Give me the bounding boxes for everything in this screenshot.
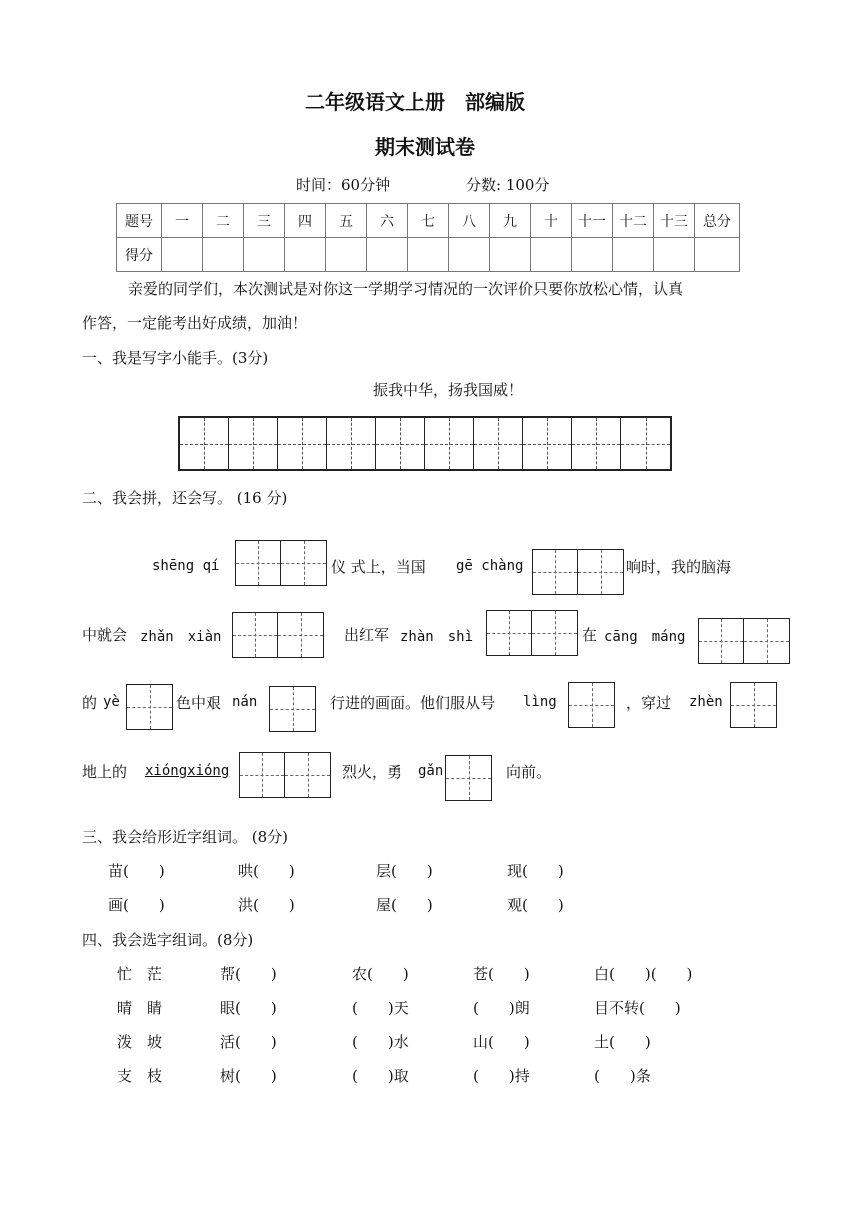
sentence-text: 在: [582, 626, 598, 644]
table-cell: 四: [285, 204, 326, 238]
table-cell: 三: [244, 204, 285, 238]
answer-box[interactable]: [269, 686, 316, 732]
table-cell: 七: [408, 204, 449, 238]
word-item[interactable]: ( )持: [473, 1067, 530, 1085]
sentence-text: 色中艰: [176, 694, 222, 712]
tianzige-cell[interactable]: [278, 418, 327, 469]
answer-box[interactable]: [532, 549, 624, 595]
table-cell: 十二: [613, 204, 654, 238]
score-table: [116, 203, 740, 272]
sentence-text: 地上的: [82, 763, 128, 781]
table-cell: 六: [367, 204, 408, 238]
section-1-heading: 一、我是写字小能手。(3分): [82, 349, 269, 367]
table-row: [117, 238, 740, 272]
word-item[interactable]: 屋( ): [376, 896, 433, 914]
tianzige-cell[interactable]: [523, 418, 572, 469]
table-row: [117, 204, 740, 238]
char-pair: 忙 茫: [117, 965, 163, 983]
score-input-cell[interactable]: [244, 238, 285, 272]
score-input-cell[interactable]: [367, 238, 408, 272]
sentence-text: 的: [82, 694, 98, 712]
answer-box[interactable]: [698, 618, 790, 664]
copy-phrase: 振我中华，扬我国威！: [373, 381, 524, 399]
word-item[interactable]: 洪( ): [238, 896, 295, 914]
answer-box[interactable]: [445, 755, 492, 801]
table-cell: 一: [162, 204, 203, 238]
tianzige-cell[interactable]: [621, 418, 670, 469]
pinyin: yè: [103, 694, 120, 710]
table-cell: 二: [203, 204, 244, 238]
exam-subtitle: 期末测试卷: [375, 135, 475, 159]
score-input-cell[interactable]: [285, 238, 326, 272]
word-item[interactable]: ( )朗: [473, 999, 530, 1017]
char-pair: 晴 睛: [117, 999, 163, 1017]
score-input-cell[interactable]: [408, 238, 449, 272]
answer-box[interactable]: [730, 682, 777, 728]
pinyin: shēng qí: [152, 558, 220, 574]
tianzige-cell[interactable]: [229, 418, 278, 469]
table-cell: 十三: [654, 204, 695, 238]
score-input-cell[interactable]: [654, 238, 695, 272]
sentence-text: ，穿过: [626, 694, 672, 712]
pinyin: zhǎn xiàn: [140, 629, 222, 645]
sentence-text: 行进的画面。他们服从号: [330, 694, 496, 712]
sentence-text: 仪 式上，当国: [331, 558, 426, 576]
score-input-cell[interactable]: [613, 238, 654, 272]
score-input-cell[interactable]: [572, 238, 613, 272]
word-item[interactable]: 现( ): [507, 862, 564, 880]
word-item[interactable]: 苗( ): [108, 862, 165, 880]
word-item[interactable]: 帮( ): [220, 965, 277, 983]
pinyin: gē chàng: [456, 558, 524, 574]
answer-box[interactable]: [486, 610, 578, 656]
intro-line-1: 亲爱的同学们，本次测试是对你这一学期学习情况的一次评价只要你放松心情，认真: [128, 280, 684, 298]
char-pair: 支 枝: [117, 1067, 163, 1085]
word-item[interactable]: 观( ): [507, 896, 564, 914]
word-item[interactable]: 山( ): [473, 1033, 530, 1051]
tianzige-cell[interactable]: [180, 418, 229, 469]
word-item[interactable]: 苍( ): [473, 965, 530, 983]
word-item[interactable]: 土( ): [594, 1033, 651, 1051]
sentence-text: 出红军: [344, 626, 390, 644]
score-input-cell[interactable]: [203, 238, 244, 272]
score-input-cell[interactable]: [449, 238, 490, 272]
word-item[interactable]: ( )天: [352, 999, 409, 1017]
score-input-cell[interactable]: [695, 238, 740, 272]
tianzige-cell[interactable]: [327, 418, 376, 469]
section-3-heading: 三、我会给形近字组词。 (8分): [82, 828, 289, 846]
writing-grid[interactable]: [178, 416, 672, 471]
table-cell: 总分: [695, 204, 740, 238]
answer-box[interactable]: [232, 612, 324, 658]
section-4-heading: 四、我会选字组词。(8分): [82, 931, 254, 949]
sentence-text: 向前。: [506, 763, 552, 781]
word-item[interactable]: 眼( ): [220, 999, 277, 1017]
intro-line-2: 作答，一定能考出好成绩，加油！: [82, 314, 308, 332]
word-item[interactable]: 农( ): [352, 965, 409, 983]
sentence-text: 响时，我的脑海: [626, 558, 732, 576]
tianzige-cell[interactable]: [425, 418, 474, 469]
sentence-text: 中就会: [82, 626, 128, 644]
pinyin: zhàn shì: [400, 629, 474, 645]
section-2-heading: 二、我会拼，还会写。 (16 分): [82, 489, 288, 507]
pinyin: cāng máng: [604, 629, 686, 645]
table-cell: 题号: [117, 204, 162, 238]
table-cell: 得分: [117, 238, 162, 272]
table-cell: 十: [531, 204, 572, 238]
word-item[interactable]: 层( ): [376, 862, 433, 880]
table-cell: 九: [490, 204, 531, 238]
word-item[interactable]: 目不转( ): [594, 999, 681, 1017]
char-pair: 泼 坡: [117, 1033, 163, 1051]
tianzige-cell[interactable]: [474, 418, 523, 469]
word-item[interactable]: 树( ): [220, 1067, 277, 1085]
word-item[interactable]: ( )取: [352, 1067, 409, 1085]
score-input-cell[interactable]: [326, 238, 367, 272]
pinyin: gǎn: [418, 763, 444, 779]
answer-box[interactable]: [126, 684, 173, 730]
answer-box[interactable]: [235, 540, 327, 586]
word-item[interactable]: 画( ): [108, 896, 165, 914]
table-cell: 十一: [572, 204, 613, 238]
pinyin: xióngxióng: [145, 763, 230, 779]
word-item[interactable]: ( )水: [352, 1033, 409, 1051]
score-input-cell[interactable]: [490, 238, 531, 272]
table-cell: 八: [449, 204, 490, 238]
time-label: 时间：60分钟: [296, 176, 391, 194]
score-input-cell[interactable]: [162, 238, 203, 272]
exam-title: 二年级语文上册 部编版: [305, 90, 525, 114]
answer-box[interactable]: [568, 682, 615, 728]
tianzige-cell[interactable]: [376, 418, 425, 469]
pinyin: lìng: [523, 694, 557, 710]
score-label: 分数: 100分: [466, 176, 550, 194]
pinyin: nán: [232, 694, 258, 710]
tianzige-cell[interactable]: [572, 418, 621, 469]
word-item[interactable]: ( )条: [594, 1067, 651, 1085]
answer-box[interactable]: [239, 752, 331, 798]
table-cell: 五: [326, 204, 367, 238]
word-item[interactable]: 哄( ): [238, 862, 295, 880]
sentence-text: 烈火，勇: [342, 763, 403, 781]
pinyin: zhèn: [689, 694, 723, 710]
word-item[interactable]: 活( ): [220, 1033, 277, 1051]
word-item[interactable]: 白( )( ): [594, 965, 693, 983]
score-input-cell[interactable]: [531, 238, 572, 272]
